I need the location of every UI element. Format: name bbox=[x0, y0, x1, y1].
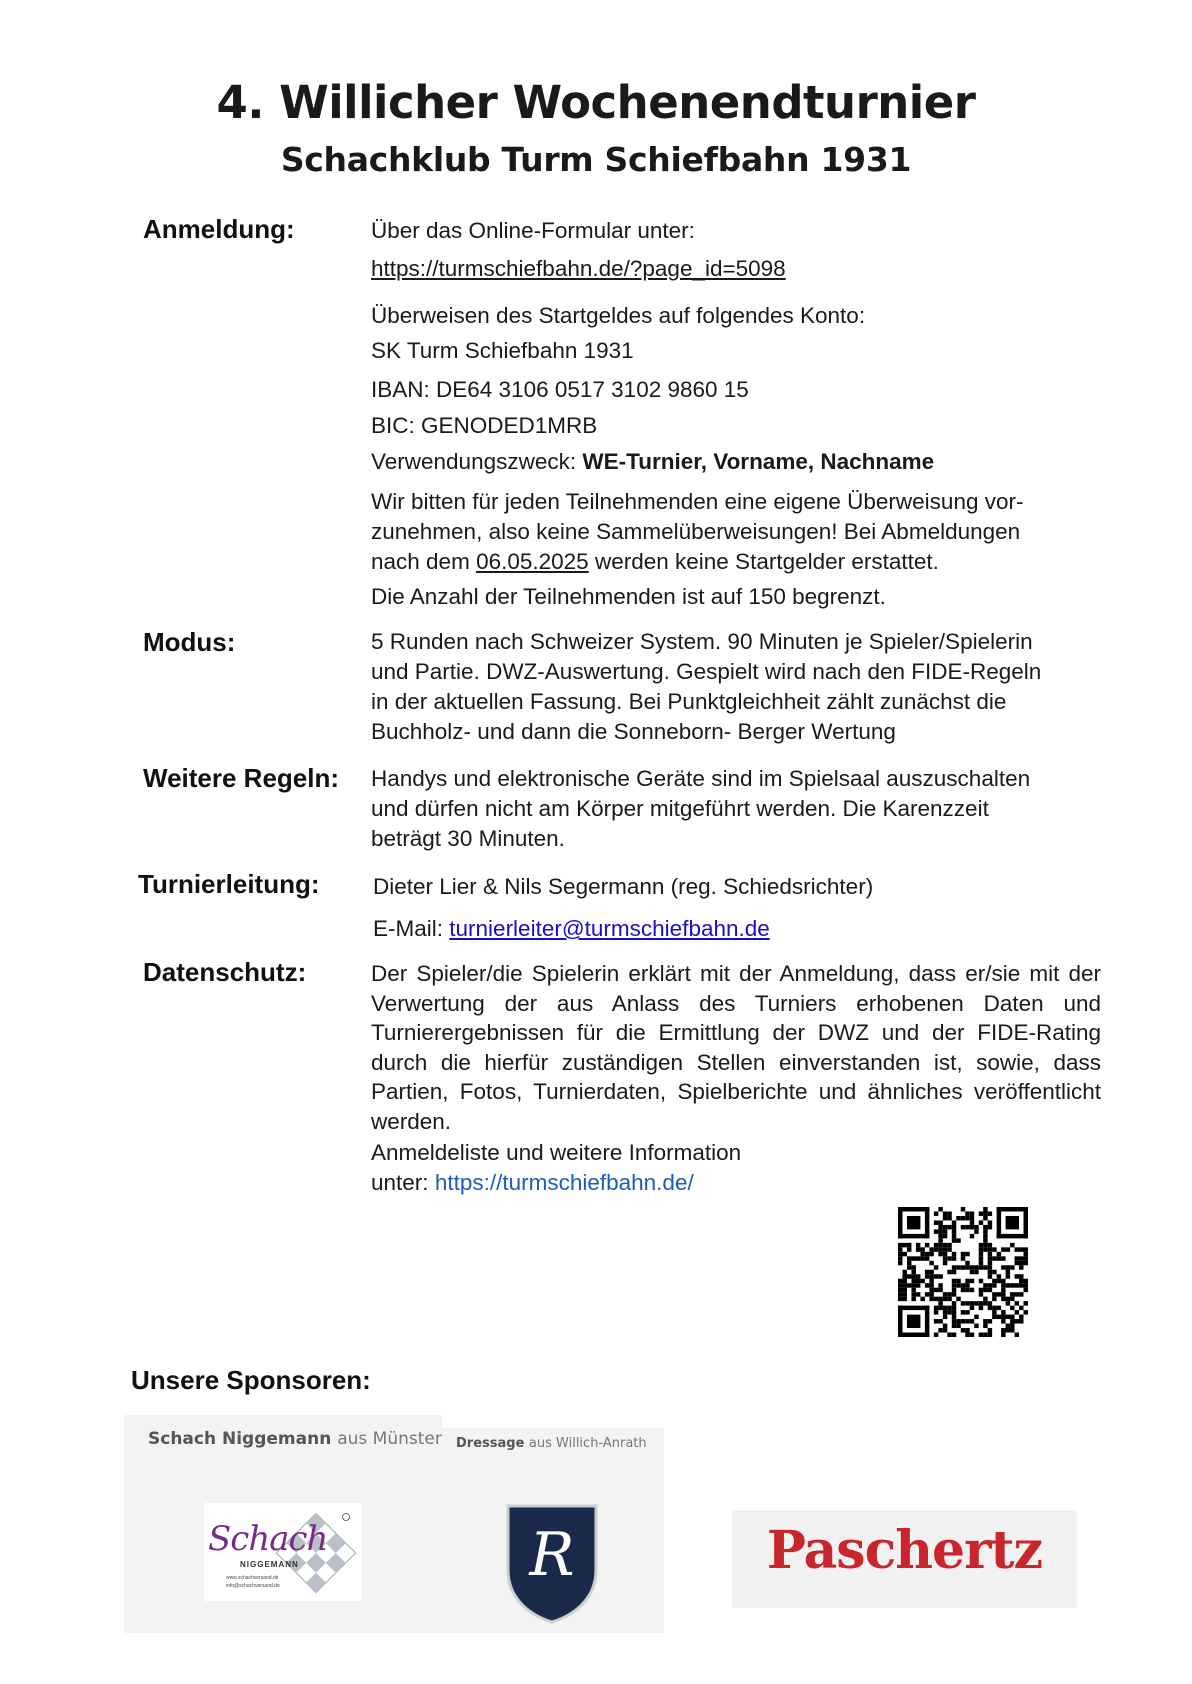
deadline-date: 06.05.2025 bbox=[476, 549, 589, 574]
niggemann-name: NIGGEMANN bbox=[240, 1560, 299, 1569]
modus-line: Buchholz- und dann die Sonneborn- Berger Wertung bbox=[371, 719, 896, 744]
sponsor-niggemann bbox=[124, 1415, 442, 1633]
modus-line: 5 Runden nach Schweizer System. 90 Minuten je Spieler/Spielerin bbox=[371, 629, 1033, 654]
turnierleitung-names: Dieter Lier & Nils Segermann (reg. Schiedsrichter) bbox=[373, 874, 874, 899]
section-label-regeln: Weitere Regeln: bbox=[143, 763, 340, 793]
dressage-caption-light: aus Willich-Anrath bbox=[528, 1436, 647, 1451]
anmeldung-purpose bbox=[371, 447, 934, 477]
regeln-line: Handys und elektronische Geräte sind im Spielsaal auszuschalten bbox=[371, 766, 1031, 791]
purpose-label: Verwendungszweck: bbox=[371, 449, 577, 474]
niggemann-mail: info@schachversand.de bbox=[226, 1583, 280, 1589]
info-url-pre: unter: bbox=[371, 1170, 429, 1195]
anmeldung-note-1: Wir bitten für jeden Teilnehmenden eine eigene Überweisung vor- bbox=[371, 489, 1024, 514]
page-title: 4. Willicher Wochenendturnier bbox=[216, 76, 976, 129]
modus-line: und Partie. DWZ-Auswertung. Gespielt wird nach den FIDE-Regeln bbox=[371, 659, 1042, 684]
niggemann-web: www.schachversand.de bbox=[226, 1575, 279, 1581]
niggemann-script: Schach bbox=[208, 1519, 328, 1559]
section-label-turnierleitung: Turnierleitung: bbox=[138, 869, 320, 899]
qr-code bbox=[898, 1207, 1028, 1337]
dressage-letter: R bbox=[529, 1520, 575, 1590]
anmeldung-line1: Über das Online-Formular unter: bbox=[371, 218, 695, 243]
note-3-post: werden keine Startgelder erstattet. bbox=[594, 549, 939, 574]
website-link[interactable]: https://turmschiefbahn.de/ bbox=[434, 1170, 694, 1195]
niggemann-caption-bold: Schach Niggemann bbox=[148, 1429, 332, 1449]
anmeldung-bic: BIC: GENODED1MRB bbox=[371, 413, 598, 438]
datenschutz-info: Anmeldeliste und weitere Information bbox=[371, 1140, 742, 1165]
anmeldung-transfer: Überweisen des Startgeldes auf folgendes Konto: bbox=[371, 303, 866, 328]
turnierleitung-email bbox=[373, 914, 770, 944]
regeln-line: und dürfen nicht am Körper mitgeführt werden. Die Karenzzeit bbox=[371, 796, 989, 821]
niggemann-caption-light: aus Münster bbox=[337, 1429, 442, 1449]
dressage-caption-bold: Dressage bbox=[456, 1436, 525, 1451]
section-label-datenschutz: Datenschutz: bbox=[143, 957, 307, 987]
anmeldung-note-2: zunehmen, also keine Sammelüberweisungen! Bei Abmeldungen bbox=[371, 519, 1021, 544]
sponsor-dressage bbox=[442, 1428, 664, 1633]
niggemann-logo bbox=[204, 1503, 362, 1601]
section-label-anmeldung: Anmeldung: bbox=[143, 214, 295, 244]
anmeldung-limit: Die Anzahl der Teilnehmenden ist auf 150 begrenzt. bbox=[371, 584, 886, 609]
datenschutz-info-url-line bbox=[371, 1168, 694, 1198]
purpose-value: WE-Turnier, Vorname, Nachname bbox=[582, 449, 935, 474]
anmeldung-note-3 bbox=[371, 547, 939, 577]
modus-line: in der aktuellen Fassung. Bei Punktgleichheit zählt zunächst die bbox=[371, 689, 1007, 714]
sponsors-heading: Unsere Sponsoren: bbox=[131, 1365, 371, 1395]
registration-link[interactable]: https://turmschiefbahn.de/?page_id=5098 bbox=[371, 256, 786, 281]
page-subtitle: Schachklub Turm Schiefbahn 1931 bbox=[280, 140, 912, 179]
datenschutz-text bbox=[371, 959, 1101, 1137]
email-link[interactable]: turnierleiter@turmschiefbahn.de bbox=[449, 916, 770, 941]
section-label-modus: Modus: bbox=[143, 627, 236, 657]
anmeldung-iban: IBAN: DE64 3106 0517 3102 9860 15 bbox=[371, 377, 749, 402]
email-label: E-Mail: bbox=[373, 916, 444, 941]
anmeldung-account: SK Turm Schiefbahn 1931 bbox=[371, 338, 634, 363]
datenschutz-body: Der Spieler/die Spielerin erklärt mit der Anmeldung, dass er/sie mit der Verwertung der aus Anlass des Turniers erhobenen Daten und Turnierergebnissen für die Ermittlung der DWZ und der FIDE-Rating durch die hierfür zuständigen Stellen einverstanden ist, sowie, dass Partien, Fotos, Turnierdaten, Spielberichte und ähnliches veröffentlicht werden. bbox=[371, 961, 1101, 1134]
note-3-pre: nach dem bbox=[371, 549, 470, 574]
regeln-line: beträgt 30 Minuten. bbox=[371, 826, 565, 851]
paschertz-logo: Paschertz bbox=[766, 1520, 1043, 1581]
niggemann-caption bbox=[148, 1429, 442, 1449]
sponsor-paschertz bbox=[732, 1510, 1077, 1608]
dressage-caption bbox=[456, 1436, 647, 1451]
